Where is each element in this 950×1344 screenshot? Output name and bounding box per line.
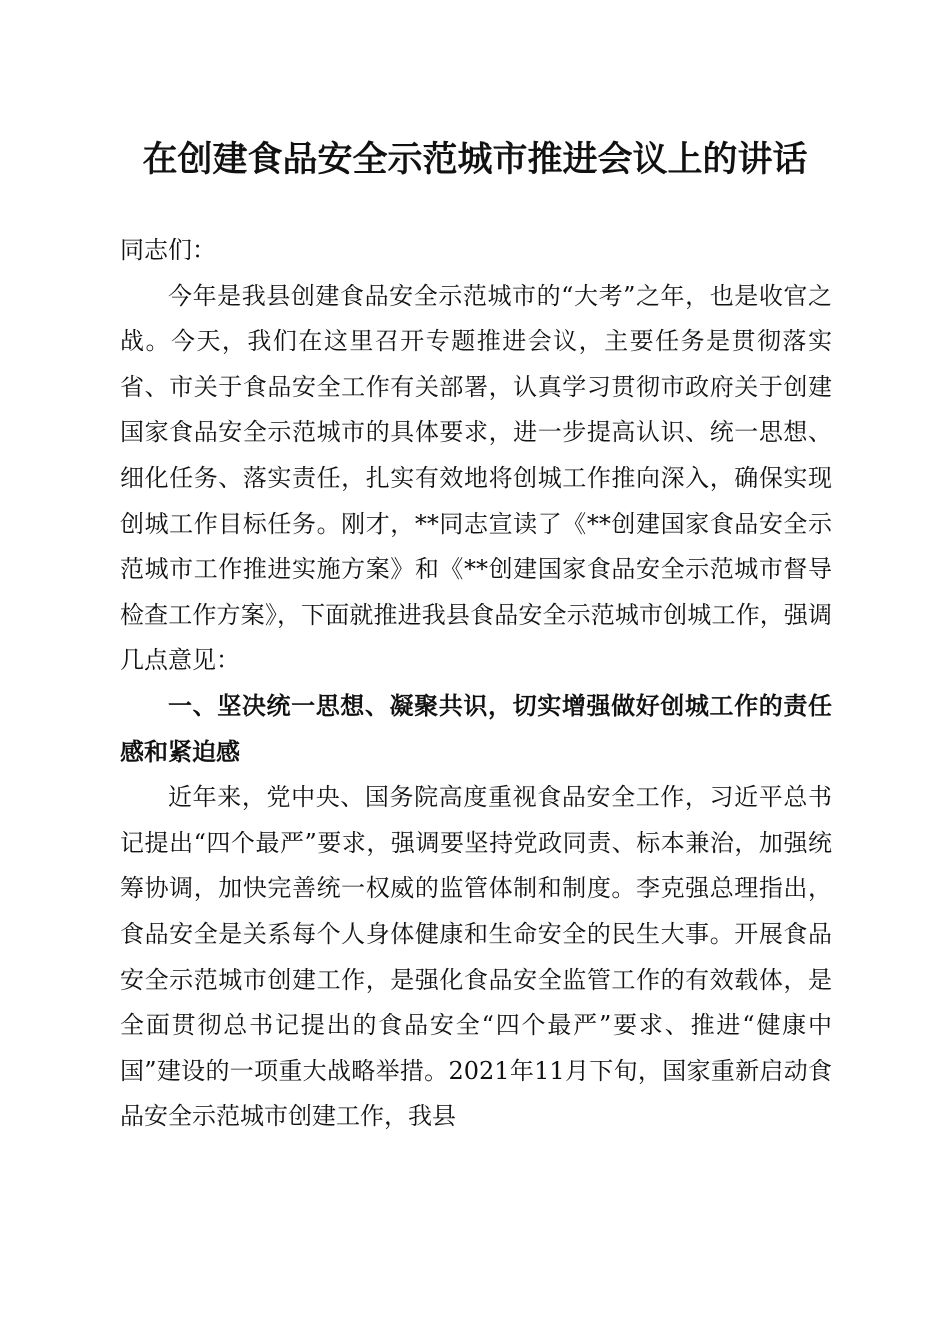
section-heading-1: 一、坚决统一思想、凝聚共识，切实增强做好创城工作的责任感和紧迫感: [120, 691, 832, 766]
paragraph-intro: 今年是我县创建食品安全示范城市的“大考”之年，也是收官之战。今天，我们在这里召开专题推进会议，主要任务是贯彻落实省、市关于食品安全工作有关部署，认真学习贯彻市政府关于创建国家食品安全示范城市的具体要求，进一步提高认识、统一思想、细化任务、落实责任，扎实有效地将创城工作推向深入，确保实现创城工作目标任务。刚才，**同志宣读了《**创建国家食品安全示范城市工作推进实施方案》和《**创建国家食品安全示范城市督导检查工作方案》，下面就推进我县食品安全示范城市创城工作，强调几点意见：: [120, 281, 832, 675]
document-title: 在创建食品安全示范城市推进会议上的讲话: [142, 139, 808, 180]
document-body: [120, 228, 832, 1140]
salutation: 同志们：: [120, 236, 216, 264]
paragraph-section-1: 近年来，党中央、国务院高度重视食品安全工作，习近平总书记提出“四个最严”要求，强调要坚持党政同责、标本兼治，加强统筹协调，加快完善统一权威的监管体制和制度。李克强总理指出，食品安全是关系每个人身体健康和生命安全的民生大事。开展食品安全示范城市创建工作，是强化食品安全监管工作的有效载体，是全面贯彻总书记提出的食品安全“四个最严”要求、推进“健康中国”建设的一项重大战略举措。2021年11月下旬，国家重新启动食品安全示范城市创建工作，我县: [120, 783, 832, 1131]
